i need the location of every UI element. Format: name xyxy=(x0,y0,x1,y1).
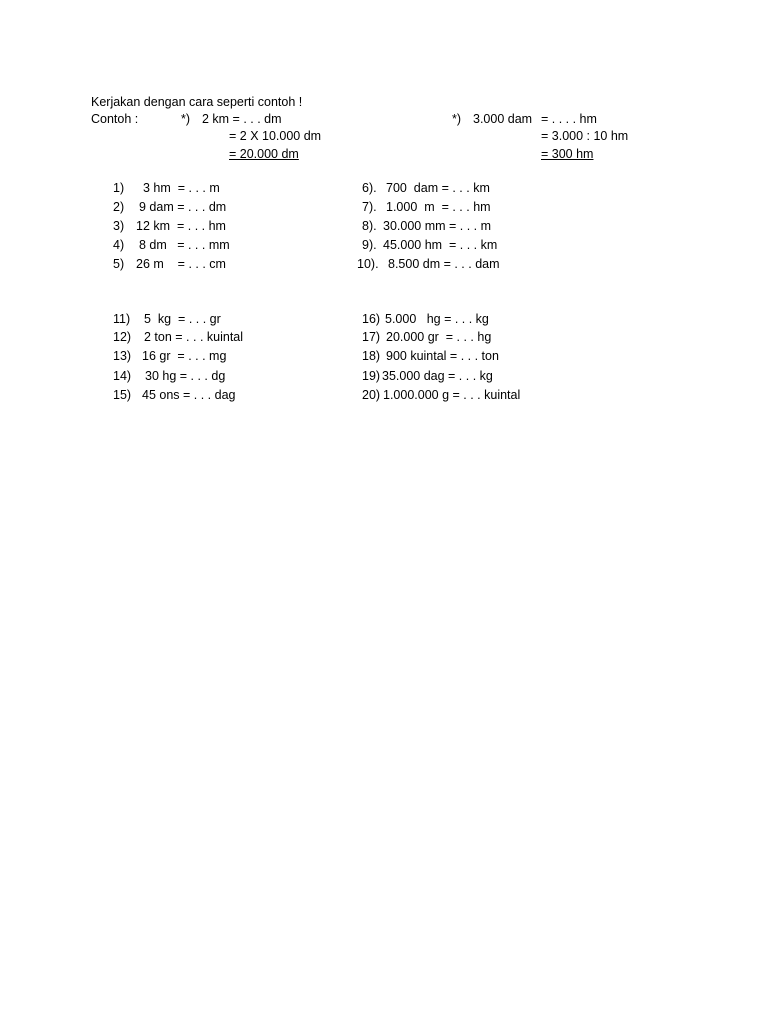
problem-number: 4) xyxy=(113,238,125,252)
problem-text: 30 hg = . . . dg xyxy=(145,369,226,383)
problem-text: 1.000 m = . . . hm xyxy=(386,200,491,214)
problem-number: 15) xyxy=(113,388,132,402)
problem-number: 6). xyxy=(362,181,377,195)
problem-text: 8 dm = . . . mm xyxy=(139,238,230,252)
problem-number: 9). xyxy=(362,238,377,252)
problem-number: 16) xyxy=(362,312,381,326)
example-a-answer: = 20.000 dm xyxy=(229,147,299,161)
problem-number: 18) xyxy=(362,349,381,363)
problem-text: 9 dam = . . . dm xyxy=(139,200,227,214)
problem-text: 16 gr = . . . mg xyxy=(142,349,227,363)
example-b-step: = 3.000 : 10 hm xyxy=(541,129,629,143)
problem-number: 13) xyxy=(113,349,132,363)
problem-number: 1) xyxy=(113,181,125,195)
problem-text: 20.000 gr = . . . hg xyxy=(386,330,492,344)
problem-number: 10). xyxy=(357,257,379,271)
example-a-step: = 2 X 10.000 dm xyxy=(229,129,322,143)
problem-text: 3 hm = . . . m xyxy=(143,181,220,195)
problem-number: 8). xyxy=(362,219,377,233)
problem-number: 11) xyxy=(113,312,131,326)
problem-number: 7). xyxy=(362,200,377,214)
example-b-marker: *) xyxy=(452,112,462,126)
instruction-text: Kerjakan dengan cara seperti contoh ! xyxy=(91,95,303,109)
example-a-question: 2 km = . . . dm xyxy=(202,112,282,126)
problem-text: 12 km = . . . hm xyxy=(136,219,226,233)
example-label: Contoh : xyxy=(91,112,139,126)
example-a-marker: *) xyxy=(181,112,191,126)
problem-number: 17) xyxy=(362,330,381,344)
problem-text: 5 kg = . . . gr xyxy=(144,312,221,326)
problem-text: 2 ton = . . . kuintal xyxy=(144,330,244,344)
problem-number: 5) xyxy=(113,257,125,271)
problem-number: 3) xyxy=(113,219,125,233)
example-b-answer: = 300 hm xyxy=(541,147,594,161)
problem-text: 8.500 dm = . . . dam xyxy=(388,257,500,271)
problem-number: 19) xyxy=(362,369,381,383)
problem-text: 35.000 dag = . . . kg xyxy=(382,369,493,383)
problem-number: 12) xyxy=(113,330,132,344)
problem-text: 30.000 mm = . . . m xyxy=(383,219,492,233)
problem-text: 700 dam = . . . km xyxy=(386,181,490,195)
example-b-quantity: 3.000 dam xyxy=(473,112,533,126)
problem-text: 5.000 hg = . . . kg xyxy=(385,312,489,326)
example-b-question: = . . . . hm xyxy=(541,112,597,126)
problem-text: 26 m = . . . cm xyxy=(136,257,226,271)
problem-text: 45 ons = . . . dag xyxy=(142,388,236,402)
problem-text: 1.000.000 g = . . . kuintal xyxy=(383,388,521,402)
problem-text: 45.000 hm = . . . km xyxy=(383,238,498,252)
problem-text: 900 kuintal = . . . ton xyxy=(386,349,499,363)
problem-number: 14) xyxy=(113,369,132,383)
problem-number: 2) xyxy=(113,200,125,214)
problem-number: 20) xyxy=(362,388,381,402)
